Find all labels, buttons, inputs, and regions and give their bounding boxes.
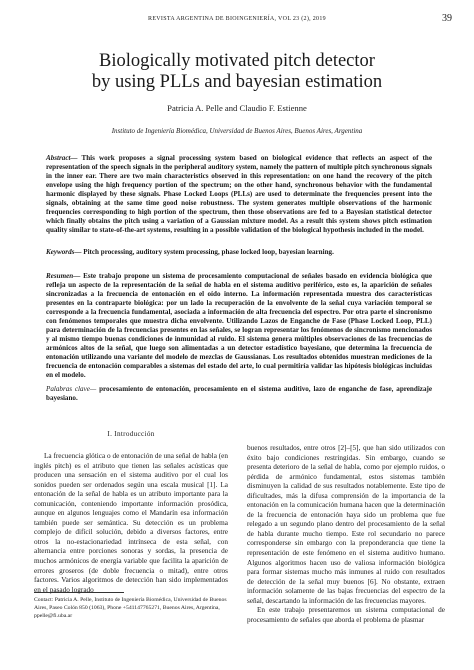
page-number: 39: [442, 13, 452, 24]
resumen-label: Resumen—: [46, 272, 81, 280]
palabras-clave-text: procesamiento de entonación, procesamiento en el sistema auditivo, lazo de enganche de fase, aprendizaje bayesiano.: [46, 385, 432, 402]
left-column: [34, 452, 228, 595]
authors: Patricia A. Pelle and Claudio F. Estienne: [167, 103, 307, 113]
keywords: [46, 248, 432, 257]
paper-title: [40, 51, 434, 93]
keywords-text: Pitch processing, auditory system processing, phase locked loop, bayesian learning.: [81, 248, 334, 256]
abstract-text: This work proposes a signal processing system based on biological evidence that reflects an aspect of the representation of the speech signals in the peripheral auditory system, namely the pattern of multiple pitch synchronous signals in the inner ear. There are two main characteristics observed in this representation: on one hand the recovery of the pitch envelope using the high frequency portion of the spectrum; on the other hand, synchronous behavior with the fundamental harmonic displayed by these signals. Phase Locked Loops (PLLs) are used to determinate the frequencies present into the signals, obtaining at the same time good noise robustness. The system generates multiple observations of the harmonic frequencies corresponding to high portion of the spectrum, then those observations are fed to a Bayesian statistical detector which finally obtains the pitch using a variation of a Gaussian mixture model. As a result this system shows pitch estimation quality similar to state-of-the-art systems, resulting in a possible validation of the biological hypothesis included in the model.: [46, 154, 432, 234]
palabras-clave-label: Palabras clave—: [46, 385, 97, 393]
footnote: Contact: Patricia A. Pelle, Instituto de Ingeniería Biomédica, Universidad de Buenos Aires, Paseo Colón 850 (1063), Phone +541147765271, Buenos Aires, Argentina, ppelle@fi.uba.ar: [34, 597, 227, 619]
abstract: [46, 154, 432, 235]
paragraph: La frecuencia glótica o de entonación de una señal de habla (en inglés pitch) es el atributo que tienen las señales acústicas que producen una sensación en el sistema auditivo por el cual los sonidos pueden ser ordenados según una escala musical [1]. La entonación de la señal de habla es un atributo importante para la comunicación, conteniendo importante información prosódica, aunque en algunos lenguajes como el Mandarín esa información también puede ser semántica. Su detección es un problema complejo de difícil solución, debido a diversos factores, entre otros la no-estacionariedad intrínseca de esta señal, con alternancia entre porciones sonoras y sordas, la presencia de muchos armónicos de energía variable que facilita la aparición de errores groseros (de doble frecuencia o mitad), entre otros factores. Varios algoritmos de detección han sido implementados en el pasado logrado: [34, 452, 228, 594]
resumen: [46, 272, 432, 380]
resumen-text: Este trabajo propone un sistema de procesamiento computacional de señales basado en evidencia biológica que refleja un aspecto de la representación de la señal de habla en el sistema auditivo periférico, esto es, la aparición de señales sincronizadas a la frecuencia de entonación en el oído interno. La información representada muestra dos características presentes en la contraparte biológica: por un lado la recuperación de la envolvente de la señal cuya variación temporal se corresponde a la frecuencia fundamental, asociada a información de alta frecuencia del espectro. Por otra parte el sincronismo con fenómenos temporales que muestra dicha envolvente. Utilizando Lazos de Enganche de Fase (Phase Locked Loop, PLL) para determinación de la frecuencias presentes en las señales, se logran representar los fenómenos de sincronismo mencionados y al mismo tiempo buenas condiciones de inmunidad al ruido. El sistema genera múltiples observaciones de las frecuencias de armónicos altos de la señal, que luego son alimentadas a un detector estadístico bayesiano, que determina la frecuencia de entonación utilizando una variante del modelo de mezclas de Gaussianas. Los resultados obtenidos muestran mediciones de la frecuencia de entonación comparables a sistemas del estado del arte, lo cual permitiría validar las hipótesis biológicas incluidas en el modelo.: [46, 272, 432, 379]
title-line-2: by using PLLs and bayesian estimation: [91, 72, 383, 92]
abstract-label: Abstract—: [46, 154, 78, 162]
paragraph: En este trabajo presentaremos un sistema computacional de procesamiento de señales que aborda el problema de plasmar: [247, 606, 445, 624]
right-column: [247, 444, 445, 625]
footnote-rule: [34, 592, 124, 593]
section-heading: I. Introducción: [107, 430, 155, 438]
keywords-label: Keywords—: [46, 248, 82, 256]
affiliation: Instituto de Ingeniería Biomédica, Universidad de Buenos Aires, Buenos Aires, Argentina: [111, 127, 363, 135]
paragraph: buenos resultados, entre otros [2]–[5], que han sido utilizados con éxito bajo condiciones restringidas. Sin embargo, cuando se presenta deterioro de la señal de habla, como por ejemplo ruidos, o pérdida de armónico fundamental, estos sistemas también disminuyen la calidad de sus resultados notablemente. Este tipo de dificultades, más la difusa comprensión de la importancia de la entonación en la comunicación humana hacen que la determinación de la frecuencia de entonación haya sido un problema que fue relegado a un segundo plano dentro del procesamiento de la señal de habla durante mucho tiempo. Este rol secundario no parece corresponderse sin embargo con la preponderancia que tiene la representación de este fenómeno en el sistema auditivo humano. Algunos algoritmos hacen uso de valiosa información biológica para formar sistemas mucho más inmunes al ruido con resultados de detección de la señal muy buenos [6]. No obstante, extraen información solamente de las bajas frecuencias del espectro de la señal, descartando la información de las frecuencias mayores.: [247, 444, 445, 605]
title-line-1: Biologically motivated pitch detector: [99, 51, 375, 71]
palabras-clave: [46, 385, 432, 403]
journal-header: REVISTA ARGENTINA DE BIOINGENIERÍA, VOL 23 (2), 2019: [148, 16, 326, 22]
